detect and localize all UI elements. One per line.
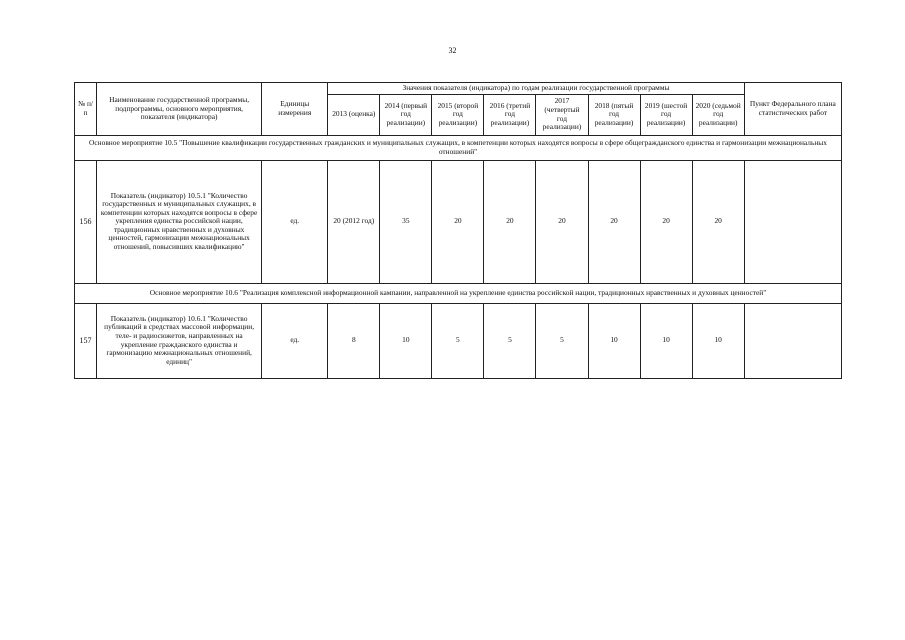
page-number: 32 <box>448 46 457 55</box>
unit-cell: ед. <box>262 303 328 378</box>
value-cell: 20 <box>536 160 588 283</box>
row-number: 157 <box>75 303 97 378</box>
section-title: Основное мероприятие 10.6 "Реализация комплексной информационной кампании, направленной на укрепление единства российской нации, традиционных нравственных и духовных ценностей" <box>75 283 842 303</box>
header-unit: Единицы измерения <box>262 83 328 136</box>
indicator-name: Показатель (индикатор) 10.6.1 "Количество публикаций в средствах массовой информации, теле- и радиосюжетов, направленных на укрепление гражданского единства и гармонизацию межнациональных отношений, единиц" <box>97 303 262 378</box>
value-cell: 20 <box>432 160 484 283</box>
row-number: 156 <box>75 160 97 283</box>
header-year-2020: 2020 (седьмой год реализации) <box>692 94 744 135</box>
table-row <box>75 160 842 283</box>
unit-cell: ед. <box>262 160 328 283</box>
value-cell: 8 <box>328 303 380 378</box>
indicators-table <box>74 82 842 379</box>
header-year-2018: 2018 (пятый год реализации) <box>588 94 640 135</box>
value-cell: 20 <box>692 160 744 283</box>
value-cell: 5 <box>432 303 484 378</box>
indicator-name: Показатель (индикатор) 10.5.1 "Количество государственных и муниципальных служащих, в компетенции которых находятся вопросы в сфере укрепления единства российской нации, традиционных нравственных и духовных ценностей, гармонизации межнациональных отношений, повысивших квалификацию" <box>97 160 262 283</box>
value-cell: 10 <box>640 303 692 378</box>
header-year-2017: 2017 (четвертый год реализации) <box>536 94 588 135</box>
header-year-2019: 2019 (шестой год реализации) <box>640 94 692 135</box>
section-title: Основное мероприятие 10.5 "Повышение квалификации государственных гражданских и муниципальных служащих, в компетенции которых находятся вопросы в сфере общегражданского единства и гармонизации межнациональных отношений" <box>75 135 842 160</box>
value-cell: 10 <box>588 303 640 378</box>
header-year-2015: 2015 (второй год реализации) <box>432 94 484 135</box>
value-cell: 10 <box>692 303 744 378</box>
header-year-2013: 2013 (оценка) <box>328 94 380 135</box>
value-cell: 5 <box>484 303 536 378</box>
federal-plan-cell <box>744 303 841 378</box>
value-cell: 20 <box>640 160 692 283</box>
value-cell: 20 <box>588 160 640 283</box>
federal-plan-cell <box>744 160 841 283</box>
header-name: Наименование государственной программы, подпрограммы, основного мероприятия, показателя (индикатора) <box>97 83 262 136</box>
table-row <box>75 303 842 378</box>
header-no: № п/п <box>75 83 97 136</box>
section-row <box>75 283 842 303</box>
header-year-2014: 2014 (первый год реализации) <box>380 94 432 135</box>
value-cell: 5 <box>536 303 588 378</box>
header-year-2016: 2016 (третий год реализации) <box>484 94 536 135</box>
value-cell: 35 <box>380 160 432 283</box>
value-cell: 20 (2012 год) <box>328 160 380 283</box>
value-cell: 10 <box>380 303 432 378</box>
header-values-group: Значения показателя (индикатора) по годам реализации государственной программы <box>328 83 744 95</box>
header-row-top <box>75 83 842 95</box>
header-federal-plan: Пункт Федерального плана статистических работ <box>744 83 841 136</box>
value-cell: 20 <box>484 160 536 283</box>
section-row <box>75 135 842 160</box>
